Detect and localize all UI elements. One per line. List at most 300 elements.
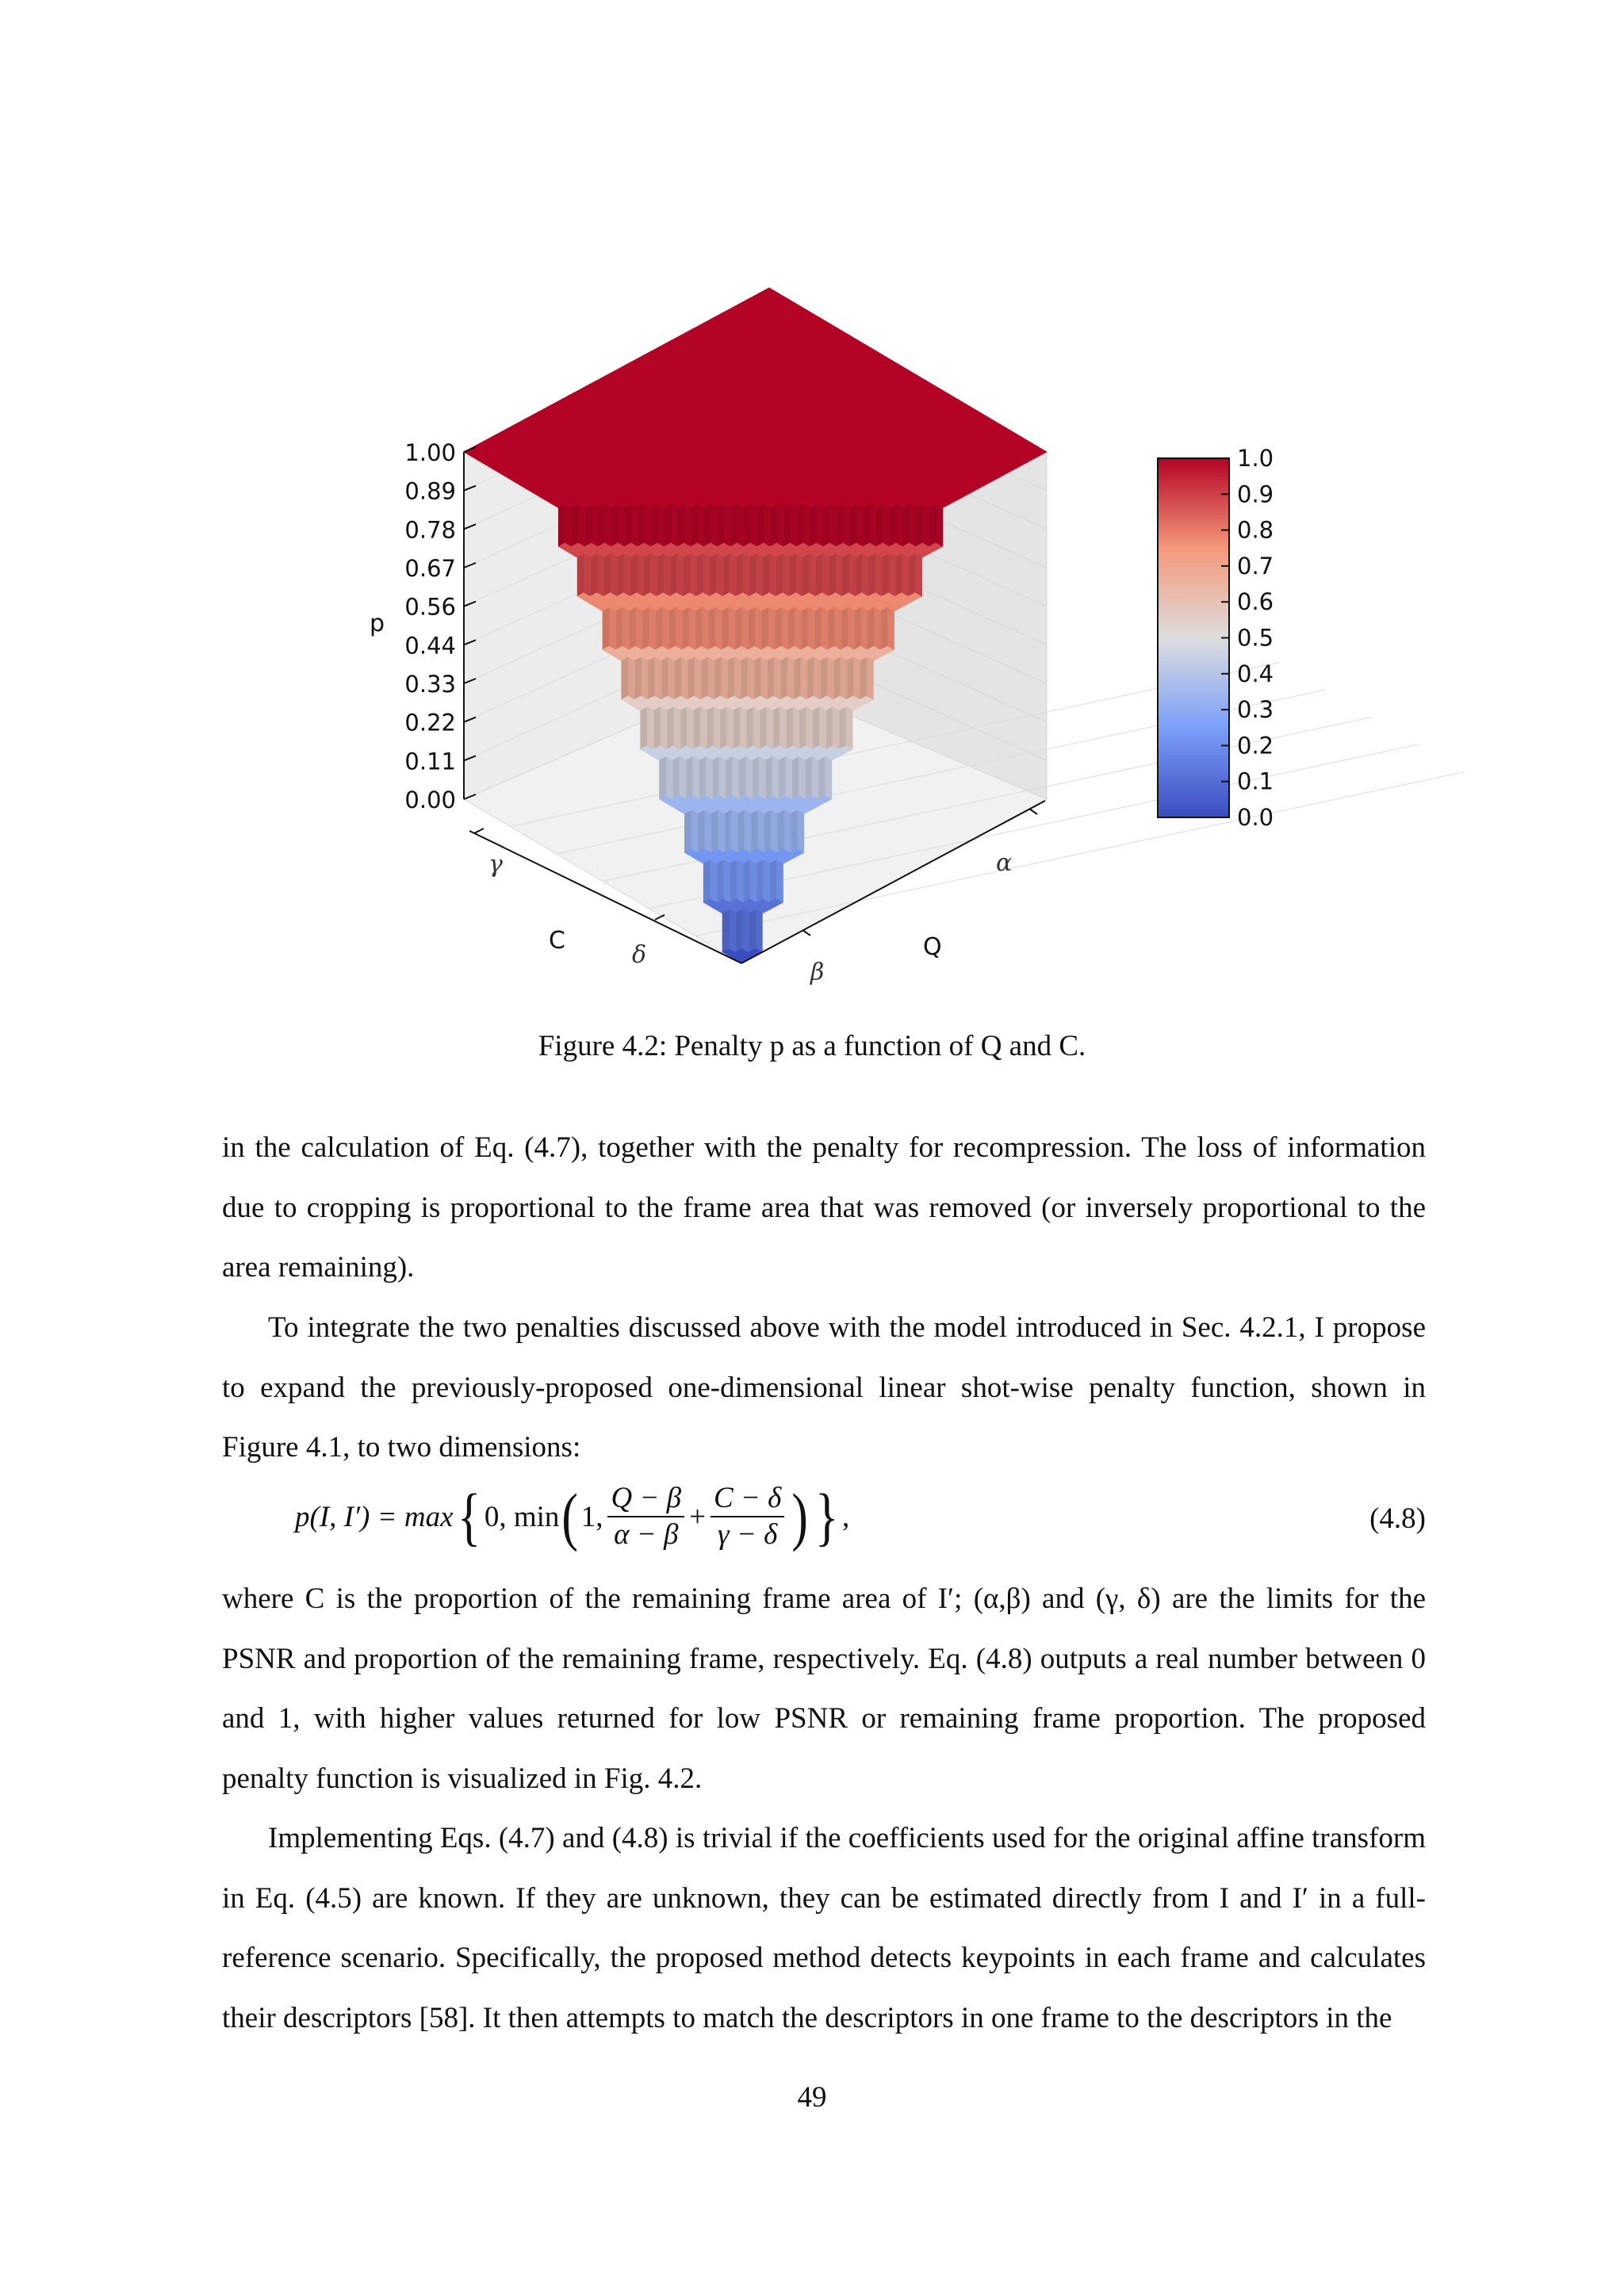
surface-step-face	[641, 707, 648, 749]
surface-step-face	[864, 504, 871, 546]
surface-step-face	[680, 756, 686, 798]
surface-step-face	[764, 810, 772, 852]
surface-step-face	[784, 810, 791, 852]
surface-step-face	[603, 607, 610, 649]
surface-step-face	[675, 657, 682, 699]
surface-step-face	[903, 504, 910, 546]
surface-step-face	[592, 504, 598, 546]
surface-step-face	[706, 756, 712, 798]
surface-step-face	[772, 756, 779, 798]
beta-label: β	[810, 959, 825, 986]
surface-step-face	[754, 657, 761, 699]
surface-step-face	[768, 657, 775, 699]
surface-step-face	[777, 810, 784, 852]
surface-step-face	[625, 504, 632, 546]
surface-step-face	[636, 607, 642, 649]
z-tick-label: 0.67	[404, 555, 456, 582]
surface-step-face	[645, 504, 651, 546]
surface-step-face	[780, 707, 787, 749]
surface-step-face	[737, 860, 743, 902]
eq-frac2-num: C − δ	[710, 1483, 784, 1517]
surface-step-face	[802, 607, 809, 649]
surface-step-face	[686, 756, 693, 798]
surface-step-face	[823, 504, 830, 546]
surface-step-face	[691, 810, 698, 852]
surface-step-face	[797, 504, 804, 546]
surface-step-face	[763, 554, 770, 596]
surface-step-face	[714, 657, 722, 699]
surface-step-face	[720, 707, 727, 749]
surface-step-face	[740, 707, 746, 749]
surface-step-face	[611, 504, 619, 546]
surface-step-face	[703, 607, 709, 649]
surface-step-face	[827, 657, 833, 699]
surface-step-face	[701, 657, 708, 699]
eq-brace-open: {	[457, 1480, 481, 1552]
colorbar-tick-label: 1.0	[1237, 445, 1274, 472]
surface-step-face	[624, 554, 630, 596]
surface-step-face	[818, 756, 825, 798]
surface-step-face	[910, 504, 916, 546]
surface-step-face	[829, 554, 837, 596]
surface-step-face	[761, 607, 768, 649]
paragraph-2: To integrate the two penalties discussed above with the model introduced in Sec. 4.2.1, I propose to expand the previously-proposed one-dimensional linear shot-wise penalty function, shown in Figure 4.1, to two dimensions:	[222, 1311, 1426, 1464]
surface-step-face	[700, 707, 707, 749]
surface-step-face	[710, 554, 717, 596]
surface-step-face	[691, 504, 698, 546]
surface-step-face	[655, 657, 661, 699]
surface-step-face	[792, 756, 799, 798]
surface-step-face	[826, 707, 833, 749]
surface-step-face	[736, 910, 743, 952]
surface-step-face	[737, 810, 745, 852]
surface-step-face	[889, 554, 895, 596]
surface-step-face	[622, 657, 629, 699]
z-tick-label: 0.33	[404, 671, 456, 698]
surface-step-face	[651, 504, 658, 546]
surface-step-face	[841, 607, 848, 649]
surface-step-face	[676, 607, 682, 649]
paragraph-3: where C is the proportion of the remaining frame area of I′; (α,β) and (γ, δ) are the limits for the PSNR and proportion of the remaining frame, respectively. Eq. (4.8) outputs a real number between 0 and 1, with higher values returned for low PSNR or remaining frame proportion. The proposed penalty function is visualized in Fig. 4.2.	[222, 1582, 1426, 1795]
surface-step-face	[756, 554, 763, 596]
z-tick-label: 0.22	[404, 709, 456, 737]
surface-step-face	[776, 554, 783, 596]
surface-step-face	[650, 554, 657, 596]
colorbar-tick-label: 0.8	[1237, 516, 1274, 544]
surface-step-face	[823, 554, 829, 596]
surface-step-face	[661, 657, 668, 699]
surface-step-face	[730, 504, 737, 546]
surface-step-face	[680, 707, 688, 749]
surface-step-face	[749, 910, 756, 952]
surface-step-face	[735, 607, 742, 649]
surface-step-face	[802, 554, 810, 596]
surface-step-face	[709, 607, 716, 649]
surface-step-face	[656, 607, 663, 649]
surface-step-face	[923, 504, 929, 546]
surface-step-face	[572, 504, 579, 546]
eq-paren-close: )	[791, 1480, 809, 1552]
surface-step-face	[775, 607, 782, 649]
surface-step-face	[629, 657, 635, 699]
beta-tick	[802, 930, 810, 936]
surface-step-face	[743, 910, 749, 952]
surface-step-face	[715, 607, 722, 649]
z-tick-label: 0.11	[404, 748, 456, 775]
surface-step-face	[849, 554, 856, 596]
eq-zero-min: 0, min	[484, 1500, 560, 1533]
surface-step-face	[617, 554, 624, 596]
surface-step-face	[664, 554, 670, 596]
surface-step-face	[677, 554, 684, 596]
surface-step-face	[733, 756, 739, 798]
alpha-label: α	[996, 849, 1013, 877]
z-tick-label: 0.44	[404, 632, 456, 660]
surface-step-face	[854, 657, 860, 699]
surface-step-face	[771, 810, 777, 852]
eq-one: 1,	[580, 1500, 603, 1533]
surface-step-face	[619, 504, 625, 546]
surface-step-face	[751, 810, 758, 852]
surface-step-face	[869, 554, 876, 596]
surface-step-face	[751, 504, 757, 546]
eq-brace-close: }	[814, 1480, 839, 1552]
z-axis-label: p	[370, 610, 385, 637]
eq-frac1-den: α − β	[614, 1518, 679, 1551]
surface-step-face	[604, 554, 611, 596]
surface-step-face	[653, 707, 661, 749]
surface-step-face	[705, 810, 711, 852]
surface-step-face	[584, 554, 591, 596]
surface-step-face	[724, 860, 730, 902]
surface-step-face	[719, 756, 726, 798]
surface-step-face	[916, 554, 922, 596]
surface-step-face	[791, 810, 798, 852]
surface-step-face	[820, 707, 826, 749]
colorbar-tick-label: 0.4	[1237, 660, 1274, 687]
surface-step-face	[808, 607, 814, 649]
surface-step-face	[635, 657, 642, 699]
gamma-tick	[474, 828, 484, 833]
surface-step-face	[657, 554, 664, 596]
surface-step-face	[773, 707, 780, 749]
surface-step-face	[717, 554, 723, 596]
surface-step-face	[684, 554, 691, 596]
surface-step-face	[757, 504, 764, 546]
surface-step-face	[830, 504, 837, 546]
surface-step-face	[860, 657, 868, 699]
surface-step-face	[723, 554, 730, 596]
surface-step-face	[777, 860, 783, 902]
surface-step-face	[734, 657, 741, 699]
surface-step-face	[929, 504, 936, 546]
surface-step-face	[742, 607, 749, 649]
surface-step-face	[688, 707, 694, 749]
surface-step-face	[806, 707, 813, 749]
surface-step-face	[710, 860, 717, 902]
surface-step-face	[765, 756, 772, 798]
surface-step-face	[770, 860, 777, 902]
surface-step-face	[836, 554, 842, 596]
surface-step-face	[786, 756, 792, 798]
surface-step-face	[598, 554, 604, 596]
surface-step-face	[753, 707, 760, 749]
surface-step-face	[622, 607, 629, 649]
surface-step-face	[816, 554, 823, 596]
surface-step-face	[850, 504, 857, 546]
surface-step-face	[730, 860, 737, 902]
surface-step-face	[902, 554, 909, 596]
surface-step-face	[837, 504, 844, 546]
surface-step-face	[780, 657, 787, 699]
surface-step-face	[801, 657, 807, 699]
surface-step-face	[672, 756, 680, 798]
colorbar-tick-label: 0.5	[1237, 624, 1274, 652]
eq-frac1-num: Q − β	[607, 1483, 684, 1517]
z-tick-label: 1.00	[404, 439, 456, 466]
surface-step-face	[799, 756, 805, 798]
paragraph-1: in the calculation of Eq. (4.7), together with the penalty for recompression. The loss of information due to cropping is proportional to the frame area that was removed (or inversely proportional to the area remaining).	[222, 1131, 1426, 1284]
surface-step-face	[764, 504, 771, 546]
surface-step-face	[694, 707, 701, 749]
surface-step-face	[820, 657, 827, 699]
colorbar-gradient	[1158, 458, 1229, 817]
surface-step-face	[746, 707, 753, 749]
colorbar-tick-label: 0.7	[1237, 552, 1274, 580]
surface-step-face	[668, 657, 675, 699]
surface-step-face	[882, 554, 889, 596]
paragraph-4: Implementing Eqs. (4.7) and (4.8) is trivial if the coefficients used for the original affine transform in Eq. (4.5) are known. If they are unknown, they can be estimated directly from I and I′ in a full-reference scenario. Specifically, the proposed method detects keypoints in each frame and calculates their descriptors [58]. It then attempts to match the descriptors in one frame to the descriptors in the	[222, 1822, 1426, 2034]
surface-step-face	[695, 657, 701, 699]
surface-step-face	[669, 607, 676, 649]
eq-plus: +	[689, 1500, 706, 1533]
surface-step-face	[647, 707, 653, 749]
surface-step-face	[767, 707, 773, 749]
surface-step-face	[682, 607, 689, 649]
surface-step-face	[846, 707, 852, 749]
surface-step-face	[565, 504, 572, 546]
surface-step-face	[848, 607, 854, 649]
eq-paren-open: (	[561, 1480, 579, 1552]
surface-step-face	[670, 554, 677, 596]
surface-step-face	[739, 756, 746, 798]
surface-step-face	[842, 554, 849, 596]
surface-step-face	[699, 756, 707, 798]
colorbar-tick-label: 0.3	[1237, 696, 1274, 724]
surface-step-face	[777, 504, 783, 546]
surface-step-face	[833, 707, 839, 749]
surface-step-face	[681, 657, 688, 699]
surface-step-face	[788, 607, 795, 649]
surface-step-face	[678, 504, 685, 546]
surface-step-face	[718, 810, 725, 852]
surface-step-face	[817, 504, 823, 546]
surface-step-face	[744, 504, 751, 546]
z-tick-label: 0.89	[404, 477, 456, 505]
colorbar-tick-label: 0.1	[1237, 767, 1274, 795]
surface-step-face	[774, 657, 780, 699]
surface-step-face	[730, 910, 736, 952]
surface-step-face	[731, 810, 737, 852]
surface-step-face	[689, 607, 695, 649]
surface-step-face	[737, 554, 744, 596]
surface-step-face	[745, 810, 751, 852]
surface-step-face	[793, 707, 799, 749]
surface-step-face	[844, 504, 850, 546]
surface-step-face	[857, 504, 864, 546]
colorbar-tick-label: 0.9	[1237, 480, 1274, 508]
surface-step-face	[805, 756, 812, 798]
surface-step-face	[787, 657, 794, 699]
surface-step-face	[868, 607, 875, 649]
surface-step-face	[638, 554, 644, 596]
surface-step-face	[759, 756, 765, 798]
surface-step-face	[758, 810, 764, 852]
surface-step-face	[727, 707, 733, 749]
surface-step-face	[725, 810, 732, 852]
surface-step-face	[854, 607, 861, 649]
eq-lhs: p(I, I′) = max	[295, 1500, 454, 1533]
surface-step-face	[737, 504, 744, 546]
surface-step-face	[711, 504, 718, 546]
c-axis-label: C	[549, 927, 565, 955]
surface-step-face	[718, 504, 725, 546]
surface-step-face	[591, 554, 598, 596]
surface-step-face	[605, 504, 611, 546]
surface-step-face	[749, 554, 756, 596]
surface-step-face	[714, 707, 720, 749]
surface-step-face	[667, 707, 674, 749]
penalty-surface-figure	[0, 0, 1624, 1031]
surface-step-face	[630, 554, 638, 596]
surface-step-face	[708, 657, 714, 699]
surface-step-face	[741, 657, 748, 699]
eq-tail: ,	[842, 1500, 850, 1533]
surface-step-face	[658, 504, 665, 546]
surface-step-face	[579, 504, 585, 546]
surface-step-face	[711, 810, 718, 852]
surface-step-face	[789, 554, 796, 596]
surface-step-face	[611, 554, 617, 596]
surface-step-face	[756, 910, 762, 952]
surface-step-face	[876, 504, 883, 546]
surface-step-face	[753, 756, 760, 798]
surface-step-face	[649, 607, 656, 649]
surface-step-face	[712, 756, 719, 798]
surface-step-face	[863, 554, 869, 596]
surface-step-face	[725, 504, 731, 546]
surface-step-face	[835, 607, 841, 649]
surface-step-face	[847, 657, 854, 699]
surface-step-face	[648, 657, 655, 699]
surface-step-face	[698, 810, 705, 852]
surface-step-face	[756, 607, 762, 649]
surface-step-face	[756, 860, 764, 902]
surface-step-face	[812, 756, 818, 798]
surface-step-face	[814, 657, 820, 699]
surface-step-face	[909, 554, 916, 596]
surface-step-face	[698, 504, 704, 546]
surface-step-face	[746, 756, 753, 798]
surface-step-face	[743, 554, 749, 596]
surface-step-face	[642, 657, 648, 699]
surface-step-face	[804, 504, 810, 546]
surface-step-face	[722, 657, 728, 699]
surface-step-face	[760, 707, 767, 749]
surface-step-face	[825, 756, 832, 798]
surface-step-face	[684, 504, 691, 546]
surface-step-face	[703, 860, 710, 902]
surface-step-face	[779, 756, 786, 798]
surface-step-face	[728, 657, 735, 699]
surface-step-face	[782, 607, 788, 649]
surface-step-face	[770, 554, 776, 596]
surface-step-face	[674, 707, 680, 749]
surface-step-face	[822, 607, 828, 649]
figure-caption	[0, 1029, 1624, 1063]
surface-step-face	[697, 554, 704, 596]
surface-step-face	[799, 707, 806, 749]
eq-fraction-q	[607, 1483, 684, 1551]
surface-step-face	[644, 554, 651, 596]
surface-step-face	[733, 707, 741, 749]
alpha-tick	[1029, 809, 1037, 814]
surface-step-face	[895, 554, 902, 596]
surface-step-face	[814, 607, 822, 649]
surface-step-face	[839, 707, 846, 749]
surface-step-face	[810, 504, 818, 546]
surface-step-face	[558, 504, 565, 546]
surface-step-face	[761, 657, 768, 699]
surface-step-face	[748, 657, 754, 699]
surface-step-face	[726, 756, 733, 798]
surface-step-face	[729, 607, 735, 649]
surface-step-face	[722, 910, 730, 952]
surface-step-face	[833, 657, 841, 699]
page-number: 49	[797, 2081, 827, 2114]
surface-step-face	[672, 504, 678, 546]
surface-step-face	[841, 657, 847, 699]
equation-4-8	[222, 1473, 1426, 1560]
surface-step-face	[768, 607, 775, 649]
surface-step-face	[743, 860, 750, 902]
surface-step-face	[642, 607, 649, 649]
surface-step-face	[795, 607, 802, 649]
surface-step-face	[798, 810, 804, 852]
surface-step-face	[764, 860, 770, 902]
surface-step-face	[707, 707, 714, 749]
figure-caption-text: Figure 4.2: Penalty p as a function of Q and C.	[538, 1030, 1086, 1062]
surface-step-face	[730, 554, 737, 596]
colorbar-tick-label: 0.6	[1237, 588, 1274, 616]
surface-step-face	[807, 657, 814, 699]
surface-step-face	[661, 707, 667, 749]
surface-step-face	[867, 657, 873, 699]
surface-step-face	[598, 504, 605, 546]
surface-step-face	[577, 554, 584, 596]
surface-step-face	[695, 607, 703, 649]
surface-step-face	[610, 607, 616, 649]
eq-fraction-c	[710, 1483, 784, 1551]
surface-step-face	[828, 607, 835, 649]
eq-frac2-den: γ − δ	[718, 1518, 778, 1551]
surface-step-face	[783, 554, 790, 596]
z-tick-label: 0.78	[404, 516, 456, 544]
surface-step-face	[750, 860, 756, 902]
surface-step-face	[704, 504, 711, 546]
z-tick-label: 0.00	[404, 786, 456, 813]
equation-body	[295, 1473, 849, 1560]
